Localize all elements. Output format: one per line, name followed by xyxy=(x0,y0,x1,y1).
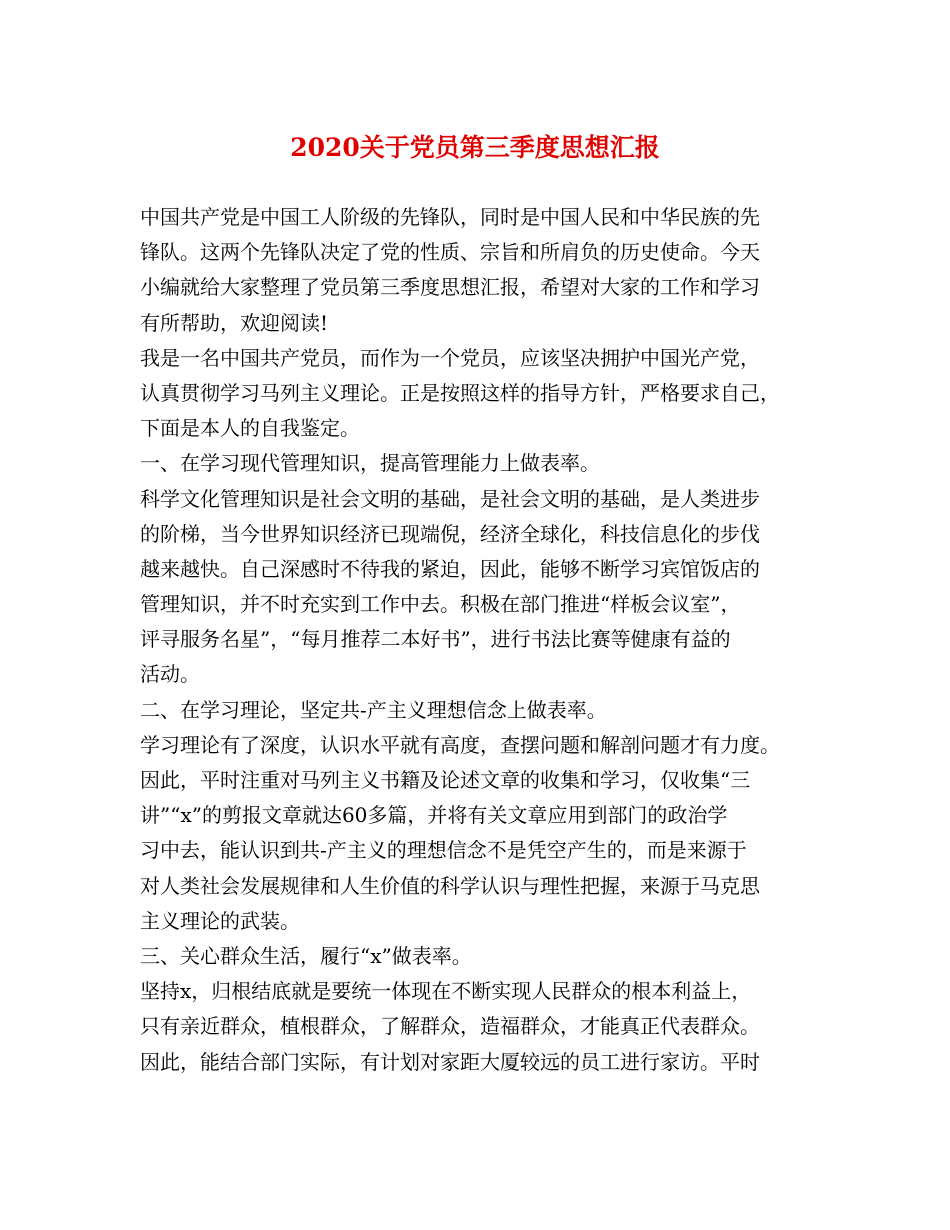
body-line: 小编就给大家整理了党员第三季度思想汇报，希望对大家的工作和学习 xyxy=(140,275,760,300)
section-heading: 二、在学习理论，坚定共-产主义理想信念上做表率。 xyxy=(140,697,607,722)
body-line: 科学文化管理知识是社会文明的基础，是社会文明的基础，是人类进步 xyxy=(140,486,760,511)
body-line: 我是一名中国共产党员，而作为一个党员，应该坚决拥护中国光产党， xyxy=(140,345,760,370)
document-title: 2020关于党员第三季度思想汇报 xyxy=(290,133,660,162)
body-line: 主义理论的武装。 xyxy=(140,908,300,933)
body-line: 越来越快。自己深感时不待我的紧迫，因此，能够不断学习宾馆饭店的 xyxy=(140,556,760,581)
body-line: 学习理论有了深度，认识水平就有高度，查摆问题和解剖问题才有力度。 xyxy=(140,732,780,757)
body-line: 因此，能结合部门实际，有计划对家距大厦较远的员工进行家访。平时 xyxy=(140,1049,760,1074)
section-heading: 三、关心群众生活，履行“x”做表率。 xyxy=(140,943,472,968)
body-line: 有所帮助，欢迎阅读! xyxy=(140,310,329,335)
body-line: 对人类社会发展规律和人生价值的科学认识与理性把握，来源于马克思 xyxy=(140,873,760,898)
body-line: 下面是本人的自我鉴定。 xyxy=(140,416,360,441)
body-line: 只有亲近群众，植根群众，了解群众，造福群众，才能真正代表群众。 xyxy=(140,1014,760,1039)
body-line: 讲”“x”的剪报文章就达60多篇，并将有关文章应用到部门的政治学 xyxy=(140,803,728,828)
body-line: 坚持x，归根结底就是要统一体现在不断实现人民群众的根本利益上， xyxy=(140,979,752,1004)
body-line: 因此，平时注重对马列主义书籍及论述文章的收集和学习，仅收集“三 xyxy=(140,768,751,792)
body-line: 的阶梯，当今世界知识经济已现端倪，经济全球化，科技信息化的步伐 xyxy=(140,521,760,546)
document-body xyxy=(140,200,830,1080)
body-line: 管理知识，并不时充实到工作中去。积极在部门推进“样板会议室”， xyxy=(140,592,741,617)
body-line: 活动。 xyxy=(140,662,200,687)
body-line: 习中去，能认识到共-产主义的理想信念不是凭空产生的，而是来源于 xyxy=(140,838,747,863)
body-line: 评寻服务名星”，“每月推荐二本好书”，进行书法比赛等健康有益的 xyxy=(140,627,731,652)
body-line: 中国共产党是中国工人阶级的先锋队，同时是中国人民和中华民族的先 xyxy=(140,205,760,229)
body-line: 认真贯彻学习马列主义理论。正是按照这样的指导方针，严格要求自己， xyxy=(140,380,780,405)
body-line: 锋队。这两个先锋队决定了党的性质、宗旨和所肩负的历史使命。今天 xyxy=(140,240,760,265)
section-heading: 一、在学习现代管理知识，提高管理能力上做表率。 xyxy=(140,451,600,476)
